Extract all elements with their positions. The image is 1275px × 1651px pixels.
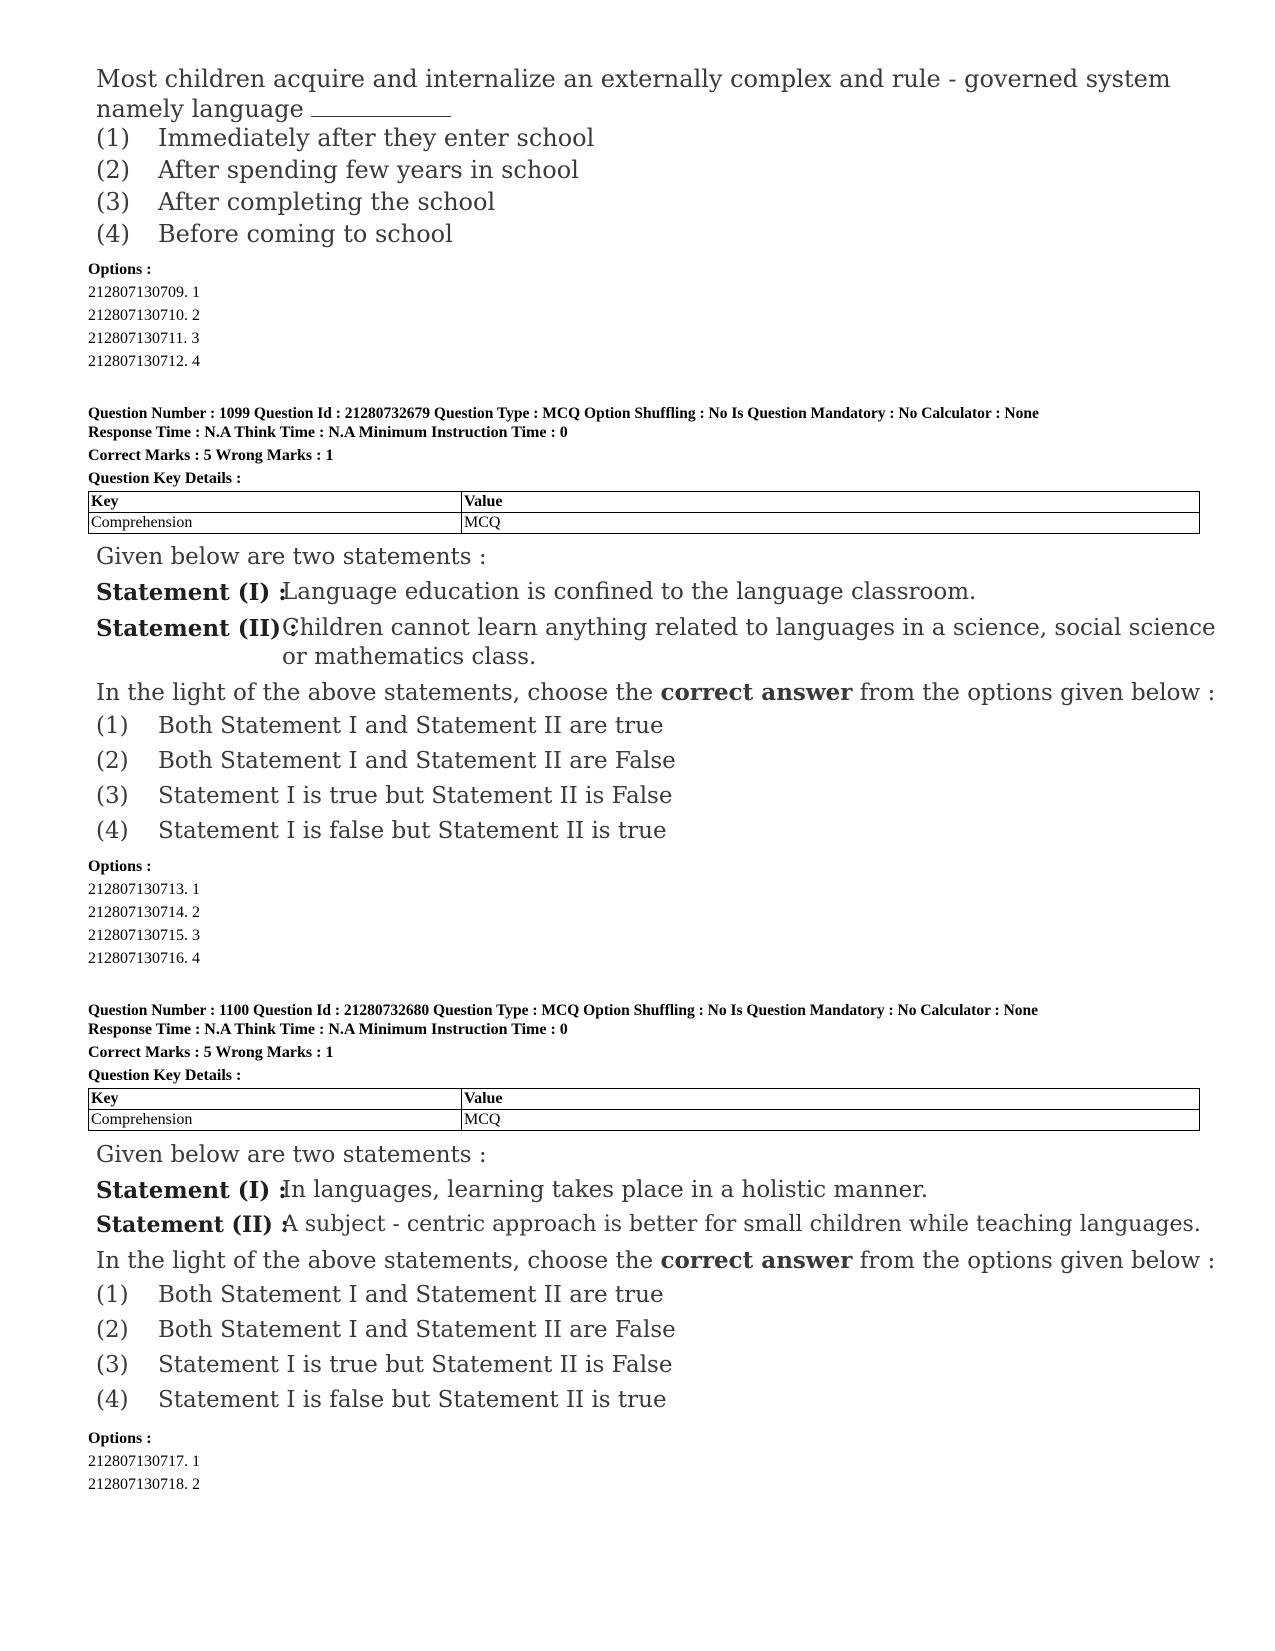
key-details-table	[88, 491, 1200, 534]
table-row	[89, 1089, 1200, 1110]
statement-1-label: Statement (I) :	[96, 579, 287, 606]
key-details-table	[88, 1088, 1200, 1131]
question-header: Question Number : 1100 Question Id : 21280732680 Question Type : MCQ Option Shuffling : No Is Question Mandatory : No Calculator : None	[88, 1002, 1039, 1019]
statements-intro: Given below are two statements :	[96, 1142, 487, 1168]
option-id: 212807130713. 1	[88, 881, 200, 898]
question-stem	[96, 64, 1206, 124]
statement-1	[96, 579, 977, 606]
choice-item: (3) Statement I is true but Statement II is False	[96, 1352, 673, 1378]
option-id: 212807130717. 1	[88, 1453, 200, 1470]
statements-intro: Given below are two statements :	[96, 544, 487, 570]
option-id: 212807130710. 2	[88, 307, 200, 324]
question-timing: Response Time : N.A Think Time : N.A Minimum Instruction Time : 0	[88, 1021, 568, 1038]
options-label: Options :	[88, 858, 152, 875]
statement-1	[96, 1177, 929, 1204]
question-stem-text: Most children acquire and internalize an externally complex and rule - governed system namely language	[96, 65, 1171, 123]
table-header-value: Value	[462, 1089, 1200, 1110]
statement-1-text: Language education is confined to the language classroom.	[282, 579, 977, 605]
choice-item: (4) Before coming to school	[96, 220, 453, 248]
instruction: In the light of the above statements, choose the correct answer from the options given below :	[96, 1247, 1216, 1274]
answer-blank	[311, 94, 451, 117]
question-header: Question Number : 1099 Question Id : 21280732679 Question Type : MCQ Option Shuffling : No Is Question Mandatory : No Calculator : None	[88, 405, 1039, 422]
table-header-value: Value	[462, 492, 1200, 513]
choice-item: (2) Both Statement I and Statement II are False	[96, 1317, 676, 1343]
key-details-label: Question Key Details :	[88, 470, 242, 487]
option-id: 212807130709. 1	[88, 284, 200, 301]
table-row	[89, 513, 1200, 534]
choice-item: (2) After spending few years in school	[96, 156, 579, 184]
choice-item: (3) After completing the school	[96, 188, 496, 216]
table-cell-key: Comprehension	[89, 1110, 462, 1131]
table-header-key: Key	[89, 492, 462, 513]
statement-2-label: Statement (II) :	[96, 615, 298, 642]
table-cell-key: Comprehension	[89, 513, 462, 534]
options-label: Options :	[88, 1430, 152, 1447]
statement-2-label: Statement (II) :	[96, 1212, 289, 1238]
options-label: Options :	[88, 261, 152, 278]
question-timing: Response Time : N.A Think Time : N.A Minimum Instruction Time : 0	[88, 424, 568, 441]
question-marks: Correct Marks : 5 Wrong Marks : 1	[88, 1044, 334, 1061]
choice-item: (1) Both Statement I and Statement II are true	[96, 1282, 664, 1308]
option-id: 212807130711. 3	[88, 330, 200, 347]
table-row	[89, 1110, 1200, 1131]
choice-item: (3) Statement I is true but Statement II is False	[96, 783, 673, 809]
statement-1-label: Statement (I) :	[96, 1177, 287, 1204]
statement-2-continued: or mathematics class.	[282, 644, 537, 670]
table-row	[89, 492, 1200, 513]
choice-item: (2) Both Statement I and Statement II are False	[96, 748, 676, 774]
option-id: 212807130715. 3	[88, 927, 200, 944]
statement-1-text: In languages, learning takes place in a holistic manner.	[282, 1177, 929, 1203]
table-header-key: Key	[89, 1089, 462, 1110]
key-details-label: Question Key Details :	[88, 1067, 242, 1084]
statement-2	[96, 1212, 1201, 1238]
option-id: 212807130716. 4	[88, 950, 200, 967]
choice-item: (1) Immediately after they enter school	[96, 124, 595, 152]
option-id: 212807130714. 2	[88, 904, 200, 921]
choice-item: (1) Both Statement I and Statement II are true	[96, 713, 664, 739]
question-marks: Correct Marks : 5 Wrong Marks : 1	[88, 447, 334, 464]
choice-item: (4) Statement I is false but Statement II is true	[96, 818, 667, 844]
option-id: 212807130712. 4	[88, 353, 200, 370]
table-cell-value: MCQ	[462, 1110, 1200, 1131]
statement-2-text: A subject - centric approach is better for small children while teaching languages.	[282, 1212, 1201, 1237]
table-cell-value: MCQ	[462, 513, 1200, 534]
choice-item: (4) Statement I is false but Statement II is true	[96, 1387, 667, 1413]
option-id: 212807130718. 2	[88, 1476, 200, 1493]
instruction: In the light of the above statements, choose the correct answer from the options given below :	[96, 679, 1216, 706]
statement-2-text: Children cannot learn anything related to languages in a science, social science	[282, 615, 1216, 641]
statement-2	[96, 615, 1216, 642]
